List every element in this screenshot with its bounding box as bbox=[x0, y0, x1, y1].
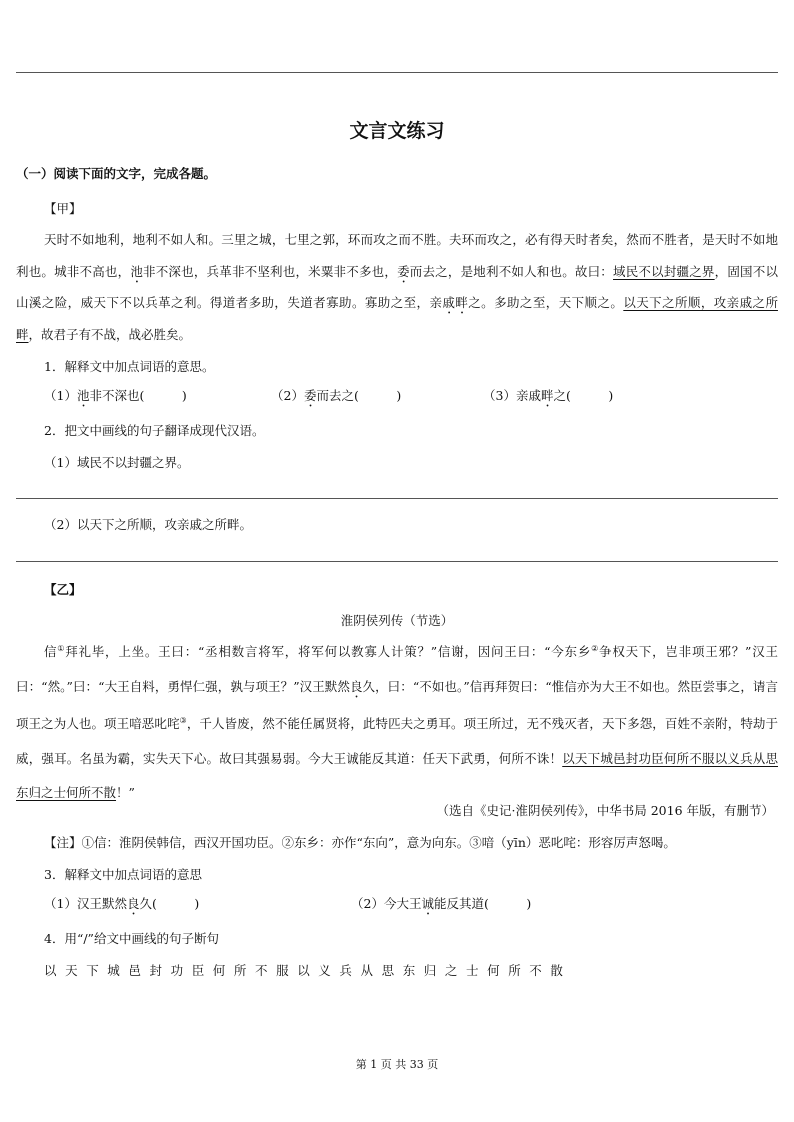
item-suffix: 久( ) bbox=[139, 896, 200, 911]
answer-line bbox=[16, 498, 778, 499]
passage-yi-title: 淮阴侯列传（节选） bbox=[340, 613, 454, 628]
dotted-word: 诚 bbox=[421, 896, 434, 911]
dotted-word: 畔 bbox=[455, 295, 469, 310]
passage-label-jia: 【甲】 bbox=[44, 201, 82, 216]
question-2-item-1: （1）域民不以封疆之界。 bbox=[44, 455, 190, 470]
dotted-word: 池 bbox=[76, 388, 90, 403]
item-prefix: （1） bbox=[44, 388, 77, 403]
question-4-text: 以天下城邑封功臣何所不服以义兵从思东归之士何所不散 bbox=[44, 963, 572, 978]
dotted-word: 委 bbox=[397, 263, 410, 279]
footnote-marker: ③ bbox=[179, 716, 187, 726]
page-footer: 第 1 页 共 33 页 bbox=[355, 1058, 439, 1071]
dotted-word: 委 bbox=[303, 388, 317, 403]
passage-text: ！” bbox=[116, 785, 135, 801]
item-suffix: 能反其道( ) bbox=[433, 896, 532, 911]
item-suffix: 非不深也( ) bbox=[89, 388, 187, 403]
passage-yi bbox=[16, 632, 778, 811]
underlined-sentence: 以天下之所顺，攻亲戚之所畔 bbox=[16, 295, 778, 342]
item-prefix: （2）今大王 bbox=[351, 896, 422, 911]
question-2-item-2: （2）以天下之所顺，攻亲戚之所畔。 bbox=[44, 517, 252, 532]
passage-text: 争权天下，岂非项王邪？”汉王曰：“然。”曰：“大王自料，勇悍仁强，孰与项王？”汉王默然 bbox=[16, 644, 778, 694]
item-suffix: 而去之( ) bbox=[316, 388, 402, 403]
underlined-sentence: 以天下城邑封功臣何所不服以义兵从思东归之士何所不散 bbox=[16, 750, 778, 801]
passage-text: 信 bbox=[44, 644, 58, 660]
dotted-word: 畔 bbox=[540, 388, 554, 403]
passage-text: 非不深也，兵革非不坚利也，米粟非不多也， bbox=[143, 263, 398, 279]
footnote-marker: ① bbox=[57, 644, 66, 653]
item-prefix: （1）汉王默然 bbox=[44, 896, 127, 911]
passage-text: ，千人皆废，然不能任属贤将，此特匹夫之勇耳。项王所过，无不残灭者，天下多怨，百姓不亲附，特劫于威，强耳。名虽为霸，实失天下心。故曰其强易弱。今大王诚能反其道：任天下武勇，何所不诛！ bbox=[16, 716, 778, 766]
passage-text: 拜礼毕，上坐。王曰：“丞相数言将军，将军何以教寡人计策？”信谢，因问王曰：“今东乡 bbox=[65, 644, 592, 660]
question-1-item-2 bbox=[271, 386, 401, 410]
dotted-word: 良 bbox=[349, 678, 363, 694]
question-2-stem: 2．把文中画线的句子翻译成现代汉语。 bbox=[44, 423, 265, 438]
question-4-stem: 4．用“/”给文中画线的句子断句 bbox=[44, 931, 219, 946]
item-prefix: （3）亲戚 bbox=[483, 388, 541, 403]
page-title: 文言文练习 bbox=[349, 120, 445, 142]
question-1-item-3 bbox=[483, 386, 613, 410]
dotted-word: 池 bbox=[130, 263, 144, 279]
passage-jia bbox=[16, 224, 778, 350]
question-3-item-1 bbox=[44, 894, 199, 918]
passage-label-yi: 【乙】 bbox=[44, 582, 82, 597]
question-3-stem: 3．解释文中加点词语的意思 bbox=[44, 867, 202, 882]
passage-text: 天时不如地利，地利不如人和。三里之城，七里之郭，环而攻之而不胜。夫环而攻之，必有得天时者矣，然而不胜者，是天时不如地利也。城非不高也， bbox=[16, 232, 778, 279]
item-suffix: 之( ) bbox=[553, 388, 614, 403]
notes-text: 【注】①信：淮阴侯韩信，西汉开国功臣。②东乡：亦作“东向”，意为向东。③喑（yīn）恶叱咤：形容厉声怒喝。 bbox=[44, 835, 676, 850]
section-heading: （一）阅读下面的文字，完成各题。 bbox=[16, 166, 217, 181]
dotted-word: 良 bbox=[126, 896, 140, 911]
underlined-sentence: 域民不以封疆之界 bbox=[613, 263, 715, 279]
question-1-stem: 1．解释文中加点词语的意思。 bbox=[44, 359, 215, 374]
item-prefix: （2） bbox=[271, 388, 304, 403]
question-3-item-2 bbox=[351, 894, 531, 918]
footnote-marker: ② bbox=[591, 644, 600, 653]
dotted-word: 戚 bbox=[442, 295, 456, 310]
passage-text: 久，曰：“不如也。”信再拜贺曰：“惟信亦为大王不如也。然臣尝事之，请言项王之为人也。项王喑恶叱咤 bbox=[16, 678, 778, 732]
passage-text: ，故君子有不战，战必胜矣。 bbox=[28, 326, 192, 342]
source-citation: （选自《史记·淮阴侯列传》，中华书局 2016 年版，有删节） bbox=[436, 803, 774, 818]
top-rule bbox=[16, 72, 778, 73]
passage-text: ，固国不以山溪之险，威天下不以兵革之利。得道者多助，失道者寡助。寡助之至，亲 bbox=[16, 263, 778, 310]
annotation-notes bbox=[44, 833, 676, 851]
passage-text: 而去之，是地利不如人和也。故曰： bbox=[409, 263, 614, 279]
passage-text: 之。多助之至，天下顺之。 bbox=[468, 295, 624, 310]
question-1-item-1 bbox=[44, 386, 187, 410]
answer-line bbox=[16, 561, 778, 562]
